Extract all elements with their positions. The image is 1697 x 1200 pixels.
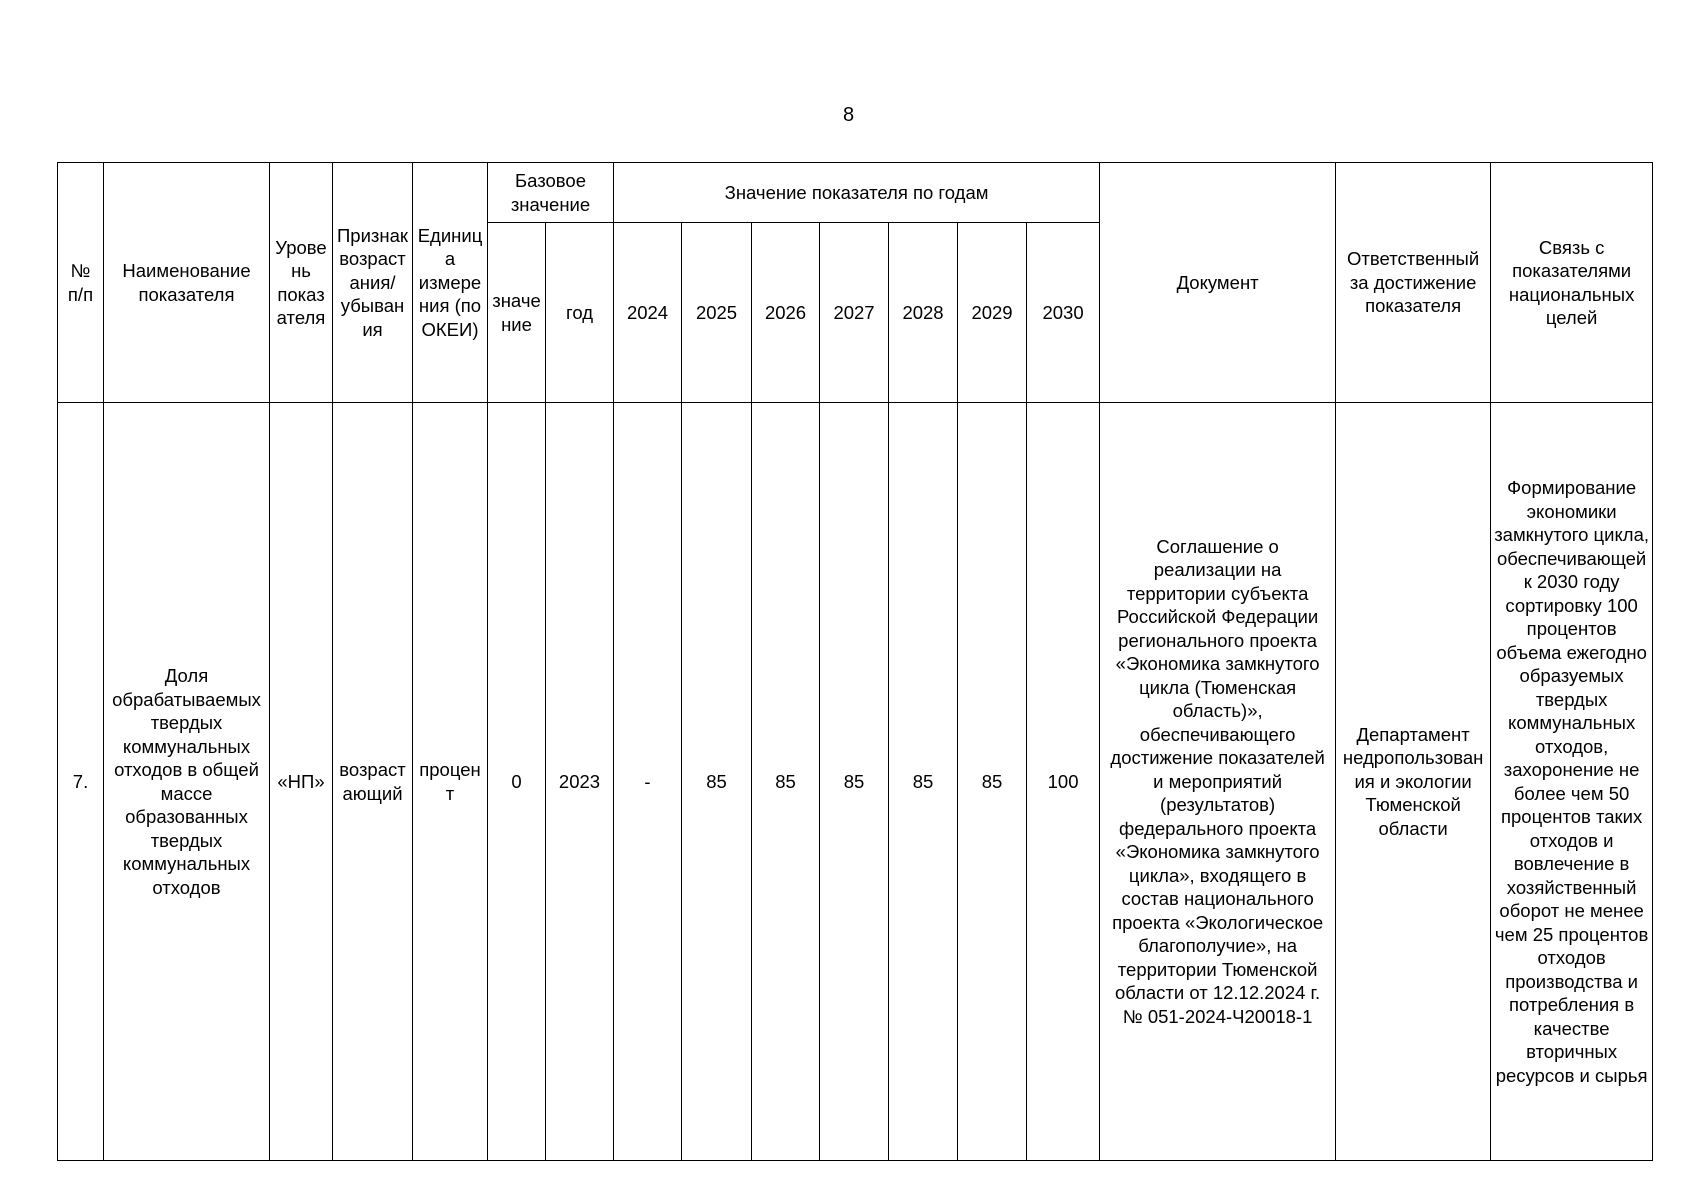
indicator-table (57, 162, 1653, 1161)
header-year: 2030 (1027, 223, 1100, 403)
row-unit: процент (413, 403, 488, 1161)
header-base: Базовое значение (488, 163, 614, 223)
header-years-title: Значение показателя по годам (614, 163, 1100, 223)
header-link: Связь с показателями национальных целей (1491, 163, 1653, 403)
row-trend: возрастающий (333, 403, 413, 1161)
row-responsible: Департамент недропользования и экологии Тюменской области (1336, 403, 1491, 1161)
header-row-1 (58, 163, 1653, 223)
header-year: 2026 (752, 223, 820, 403)
header-year: 2025 (682, 223, 752, 403)
header-responsible: Ответственный за достижение показателя (1336, 163, 1491, 403)
header-unit: Единица измерения (по ОКЕИ) (413, 163, 488, 403)
header-year: 2028 (889, 223, 958, 403)
header-year: 2024 (614, 223, 682, 403)
header-year: 2027 (820, 223, 889, 403)
row-level: «НП» (270, 403, 333, 1161)
header-year: 2029 (958, 223, 1027, 403)
row-value-2024: - (614, 403, 682, 1161)
header-trend: Признак возрастания/убывания (333, 163, 413, 403)
header-num: № п/п (58, 163, 104, 403)
row-base-year: 2023 (546, 403, 614, 1161)
header-level: Уровень показателя (270, 163, 333, 403)
row-value-2026: 85 (752, 403, 820, 1161)
row-document: Соглашение о реализации на территории субъекта Российской Федерации регионального проекта «Экономика замкнутого цикла (Тюменская область)», обеспечивающего достижение показателей и мероприятий (результатов) федерального проекта «Экономика замкнутого цикла», входящего в состав национального проекта «Экологическое благополучие», на территории Тюменской области от 12.12.2024 г. № 051-2024-Ч20018-1 (1100, 403, 1336, 1161)
row-num: 7. (58, 403, 104, 1161)
header-base-year: год (546, 223, 614, 403)
header-base-value: значение (488, 223, 546, 403)
page-number: 8 (842, 104, 855, 126)
header-name: Наименование показателя (104, 163, 270, 403)
row-base-value: 0 (488, 403, 546, 1161)
row-value-2025: 85 (682, 403, 752, 1161)
row-value-2030: 100 (1027, 403, 1100, 1161)
header-document: Документ (1100, 163, 1336, 403)
row-value-2027: 85 (820, 403, 889, 1161)
row-link: Формирование экономики замкнутого цикла, обеспечивающей к 2030 году сортировку 100 процентов объема ежегодно образуемых твердых коммунальных отходов, захоронение не более чем 50 процентов таких отходов и вовлечение в хозяйственный оборот не менее чем 25 процентов отходов производства и потребления в качестве вторичных ресурсов и сырья (1491, 403, 1653, 1161)
row-value-2028: 85 (889, 403, 958, 1161)
row-value-2029: 85 (958, 403, 1027, 1161)
row-name: Доля обрабатываемых твердых коммунальных отходов в общей массе образованных твердых коммунальных отходов (104, 403, 270, 1161)
table-row (58, 403, 1653, 1161)
